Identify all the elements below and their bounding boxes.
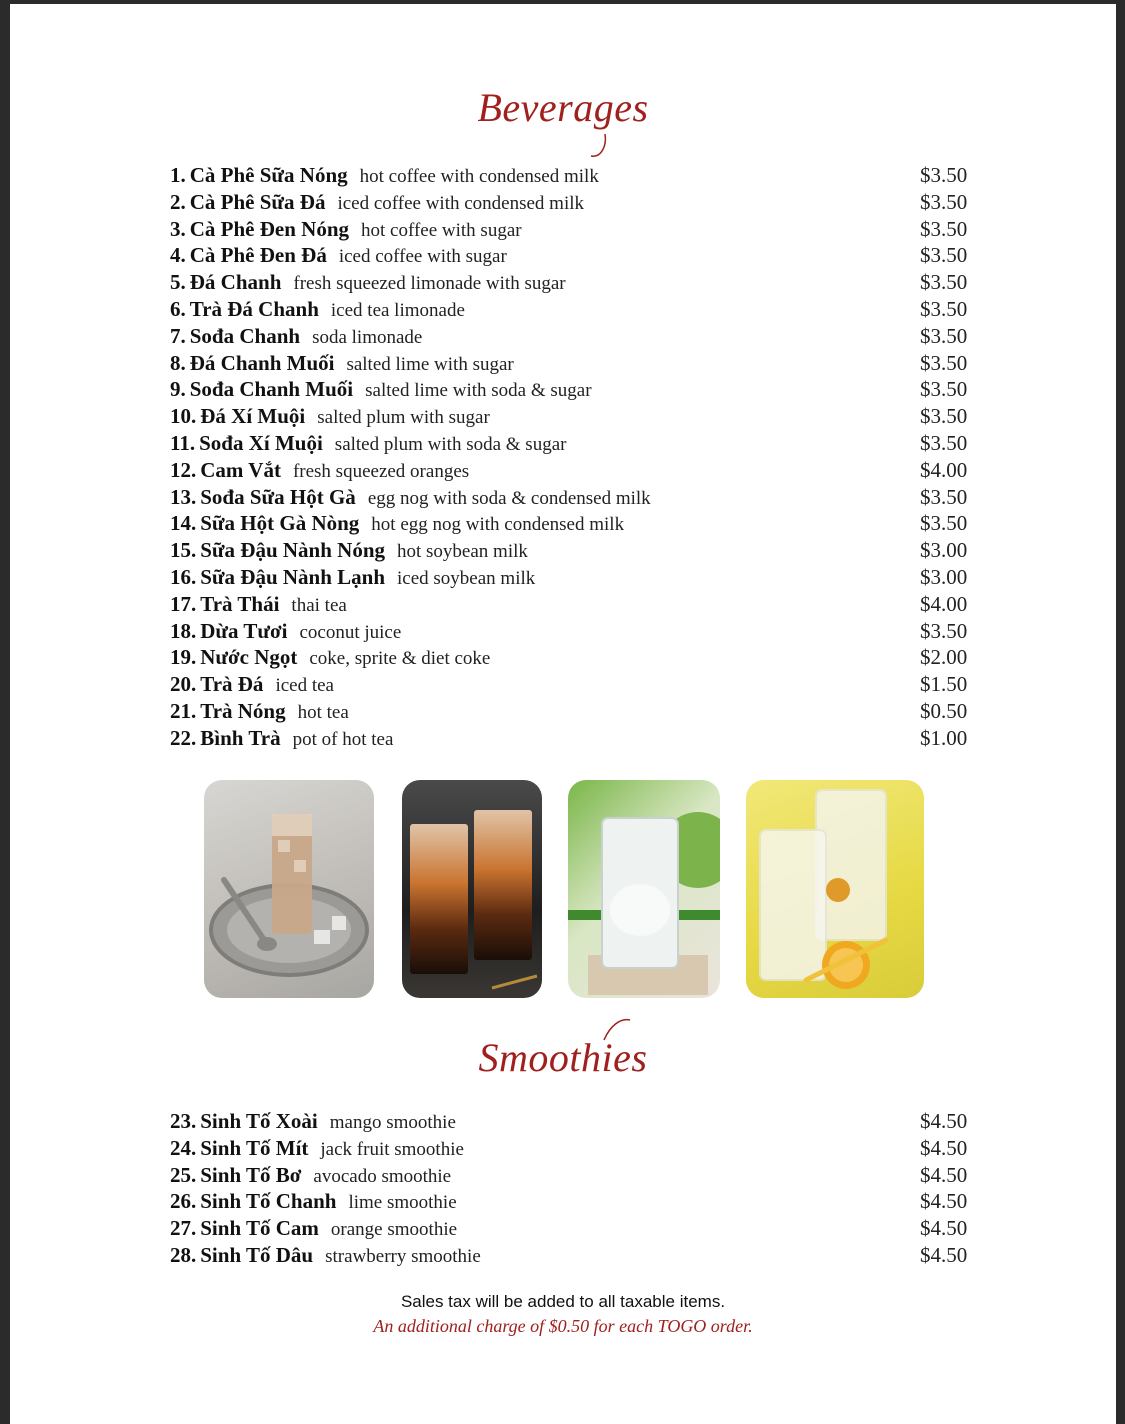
list-item: 15. Sữa Đậu Nành Nóng hot soybean milk $3.00: [170, 538, 968, 563]
list-item: 14. Sữa Hột Gà Nòng hot egg nog with condensed milk $3.50: [170, 511, 968, 536]
iced-milk-coffee-photo: [204, 780, 374, 998]
list-item: 13. Sođa Sữa Hột Gà egg nog with soda & condensed milk $3.50: [170, 484, 968, 509]
list-item: 5. Đá Chanh fresh squeezed limonade with sugar $3.50: [170, 270, 968, 295]
list-item: 17. Trà Thái thai tea $4.00: [170, 591, 968, 616]
beverages-list: [170, 162, 990, 752]
list-item: 18. Dừa Tươi coconut juice $3.50: [170, 618, 968, 643]
list-item: 25. Sinh Tố Bơ avocado smoothie $4.50: [170, 1162, 968, 1187]
list-item: 11. Sođa Xí Muội salted plum with soda & sugar $3.50: [170, 430, 968, 455]
thai-tea-photo: [402, 780, 542, 998]
list-item: 22. Bình Trà pot of hot tea $1.00: [170, 725, 968, 750]
list-item: 27. Sinh Tố Cam orange smoothie $4.50: [170, 1216, 968, 1241]
list-item: 2. Cà Phê Sữa Đá iced coffee with condensed milk $3.50: [170, 189, 968, 214]
beverages-heading: Beverages: [477, 85, 649, 130]
togo-note: An additional charge of $0.50 for each TOGO order.: [373, 1316, 753, 1336]
list-item: 21. Trà Nóng hot tea $0.50: [170, 698, 968, 723]
smoothies-list: [170, 1108, 990, 1269]
list-item: 8. Đá Chanh Muối salted lime with sugar $3.50: [170, 350, 968, 375]
list-item: 4. Cà Phê Đen Đá iced coffee with sugar $3.50: [170, 243, 968, 268]
list-item: 20. Trà Đá iced tea $1.50: [170, 672, 968, 697]
list-item: 3. Cà Phê Đen Nóng hot coffee with sugar $3.50: [170, 216, 968, 241]
list-item: 23. Sinh Tố Xoài mango smoothie $4.50: [170, 1109, 968, 1133]
list-item: 28. Sinh Tố Dâu strawberry smoothie $4.50: [170, 1242, 968, 1267]
list-item: 19. Nước Ngọt coke, sprite & diet coke $2.00: [170, 645, 968, 670]
lime-soda-photo: [746, 780, 924, 998]
heading-swash-decoration: [600, 1016, 640, 1042]
drink-photos: [10, 780, 1116, 1000]
smoothies-heading: Smoothies: [478, 1035, 648, 1080]
list-item: 1. Cà Phê Sữa Nóng hot coffee with condensed milk $3.50: [170, 163, 968, 187]
list-item: 7. Sođa Chanh soda limonade $3.50: [170, 323, 968, 348]
list-item: 9. Sođa Chanh Muối salted lime with soda & sugar $3.50: [170, 377, 968, 402]
list-item: 16. Sữa Đậu Nành Lạnh iced soybean milk $3.00: [170, 564, 968, 589]
coconut-juice-photo: [568, 780, 720, 998]
list-item: 24. Sinh Tố Mít jack fruit smoothie $4.50: [170, 1135, 968, 1160]
menu-page: [10, 4, 1116, 1424]
list-item: 26. Sinh Tố Chanh lime smoothie $4.50: [170, 1189, 968, 1214]
list-item: 6. Trà Đá Chanh iced tea limonade $3.50: [170, 296, 968, 321]
tax-note: Sales tax will be added to all taxable items.: [400, 1292, 726, 1311]
heading-swash-decoration: [585, 132, 625, 162]
list-item: 12. Cam Vắt fresh squeezed oranges $4.00: [170, 457, 968, 482]
list-item: 10. Đá Xí Muội salted plum with sugar $3.50: [170, 404, 968, 429]
